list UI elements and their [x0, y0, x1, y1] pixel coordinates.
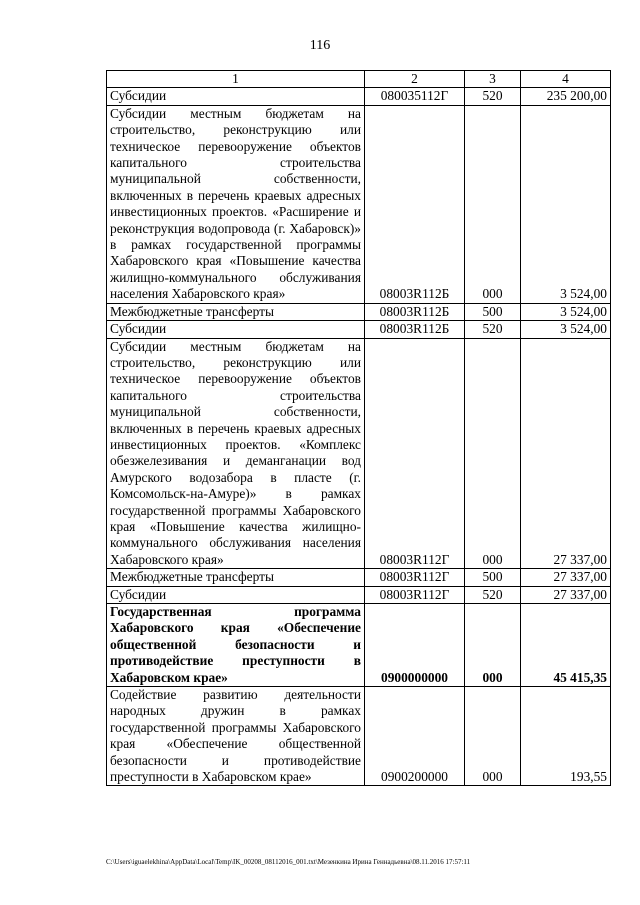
row-name: Субсидии местным бюджетам на строительство, реконструкцию или техническое перевооружение объектов капитального строительства муниципальной собственности, включенных в перечень краевых адресных инвестиционных проектов. «Комплекс обезжелезивания и деманганации вод Амурского водозабора в пласте (г. Комсомольск-на-Амуре)» в рамках государственной программы Хабаровского края «Повышение качества жилищно-коммунального обслуживания населения Хабаровского края» [107, 338, 365, 569]
row-name: Государственная программа Хабаровского края «Обеспечение общественной безопасности и противодействие преступности в Хабаровском крае» [107, 604, 365, 687]
row-code: 08003R112Б [365, 303, 465, 320]
header-col-4: 4 [521, 71, 611, 88]
row-kvr: 000 [465, 105, 521, 303]
row-name: Субсидии [107, 88, 365, 105]
row-code: 0900000000 [365, 604, 465, 687]
table-row [107, 303, 611, 320]
row-amount: 235 200,00 [521, 88, 611, 105]
row-name: Субсидии [107, 321, 365, 338]
row-kvr: 000 [465, 687, 521, 786]
table-row [107, 105, 611, 303]
row-kvr: 000 [465, 338, 521, 569]
row-code: 08003R112Г [365, 586, 465, 603]
row-kvr: 520 [465, 321, 521, 338]
row-amount: 3 524,00 [521, 105, 611, 303]
row-code: 08003R112Г [365, 338, 465, 569]
row-name: Субсидии [107, 586, 365, 603]
row-kvr: 520 [465, 88, 521, 105]
row-name: Субсидии местным бюджетам на строительство, реконструкцию или техническое перевооружение объектов капитального строительства муниципальной собственности, включенных в перечень краевых адресных инвестиционных проектов. «Расширение и реконструкция водопровода (г. Хабаровск)» в рамках государственной программы Хабаровского края «Повышение качества жилищно-коммунального обслуживания населения Хабаровского края» [107, 105, 365, 303]
table-row [107, 687, 611, 786]
row-amount: 3 524,00 [521, 321, 611, 338]
row-name: Межбюджетные трансферты [107, 569, 365, 586]
row-amount: 27 337,00 [521, 586, 611, 603]
row-code: 08003R112Г [365, 569, 465, 586]
table-body [107, 88, 611, 786]
row-code: 08003R112Б [365, 321, 465, 338]
table-row [107, 569, 611, 586]
row-kvr: 500 [465, 303, 521, 320]
row-amount: 27 337,00 [521, 338, 611, 569]
row-amount: 3 524,00 [521, 303, 611, 320]
header-col-3: 3 [465, 71, 521, 88]
row-code: 080035112Г [365, 88, 465, 105]
table-row [107, 338, 611, 569]
row-amount: 27 337,00 [521, 569, 611, 586]
row-amount: 193,55 [521, 687, 611, 786]
header-col-1: 1 [107, 71, 365, 88]
header-col-2: 2 [365, 71, 465, 88]
table-row [107, 88, 611, 105]
row-kvr: 000 [465, 604, 521, 687]
row-code: 08003R112Б [365, 105, 465, 303]
file-path-footer: C:\Users\iguaelekhina\AppData\Local\Temp\IK_00208_08112016_001.txt\Мезенкина Ирина Геннадьевна\08.11.2016 17:57:11 [106, 858, 471, 866]
row-amount: 45 415,35 [521, 604, 611, 687]
table-row [107, 321, 611, 338]
table-row [107, 586, 611, 603]
row-code: 0900200000 [365, 687, 465, 786]
row-name: Содействие развитию деятельности народных дружин в рамках государственной программы Хабаровского края «Обеспечение общественной безопасности и противодействие преступности в Хабаровском крае» [107, 687, 365, 786]
row-kvr: 520 [465, 586, 521, 603]
table-row [107, 604, 611, 687]
page-number: 116 [309, 38, 331, 53]
budget-table [106, 70, 611, 786]
row-name: Межбюджетные трансферты [107, 303, 365, 320]
table-header-row [107, 71, 611, 88]
row-kvr: 500 [465, 569, 521, 586]
